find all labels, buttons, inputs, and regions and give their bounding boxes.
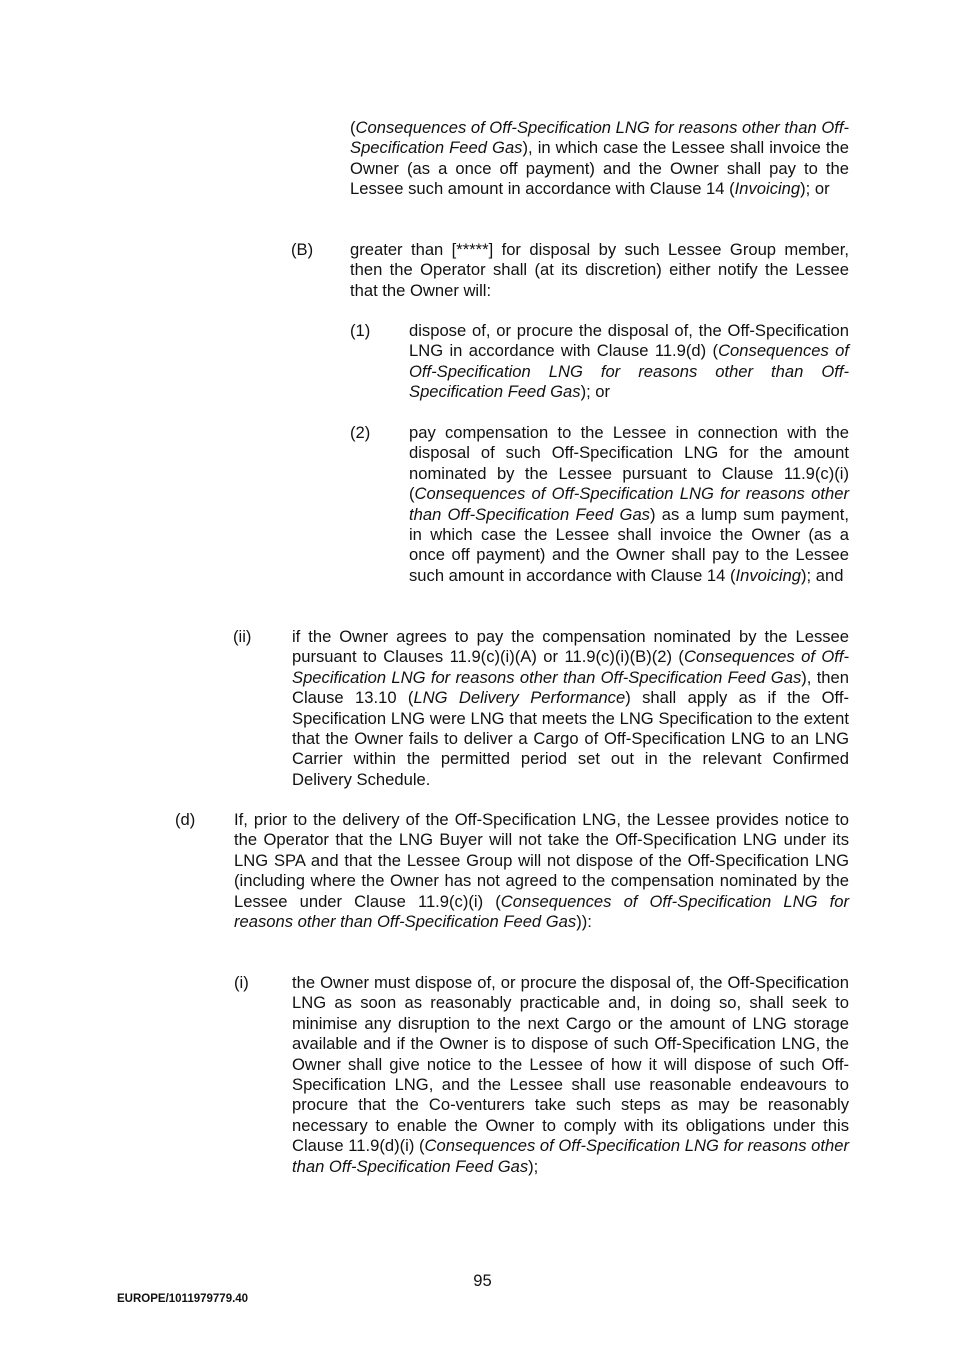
document-reference: EUROPE/1011979779.40 xyxy=(117,1293,249,1305)
text-run: ) as a lump sum payment, in which case the Lessee shall invoice the Owner (as a once off payment) and the Owner shall pay to the Lessee such amount in accordance with Clause 14 ( xyxy=(409,504,849,585)
italic-reference: LNG Delivery Performance xyxy=(413,688,626,708)
text-run: greater than [*****] for disposal by such Lessee Group member, then the Operator shall (at its discretion) either notify the Lessee that the Owner will: xyxy=(350,240,849,300)
italic-reference: Consequences of Off-Specification LNG for reasons other than Off-Specification Feed Gas xyxy=(292,647,849,687)
text-run: the Owner must dispose of, or procure the disposal of, the Off-Specification LNG as soon as reasonably practicable and, in doing so, shall seek to minimise any disruption to the next Cargo or the amount of LNG storage available and if the Owner is to dispose of such Off-Specification LNG, the Owner shall give notice to the Lessee of how it will dispose of such Off-Specification LNG, and the Lessee shall use reasonable endeavours to procure that the Co-venturers take such steps as may be reasonably necessary to enable the Owner to comply with its obligations under this Clause 11.9(d)(i) ( xyxy=(292,973,849,1156)
text-run: ); and xyxy=(801,565,844,585)
text-run: ), in which case the Lessee shall invoice the Owner (as a once off payment) and the Owner shall pay to the Lessee such amount in accordance with Clause 14 ( xyxy=(350,138,849,199)
clause-label-2: (2) xyxy=(350,423,371,442)
text-run: ); or xyxy=(580,382,611,402)
paragraph-continuation xyxy=(350,118,849,200)
italic-reference: Invoicing xyxy=(735,565,802,585)
text-run: ) shall apply as if the Off-Specification LNG were LNG that meets the LNG Specification to the extent that the Owner fails to deliver a Cargo of Off-Specification LNG to an LNG Carrier within the permitted period set out in the relevant Confirmed Delivery Schedule. xyxy=(292,688,849,789)
paragraph-2 xyxy=(409,423,849,586)
italic-reference: Consequences of Off-Specification LNG for reasons other than Off-Specification Feed Gas xyxy=(409,484,849,524)
paragraph-ii xyxy=(292,627,849,790)
clause-label-B: (B) xyxy=(291,240,314,259)
clause-label-d: (d) xyxy=(175,810,196,829)
paragraph-d xyxy=(234,810,849,932)
italic-reference: Consequences of Off-Specification LNG for reasons other than Off-Specification Feed Gas xyxy=(292,1136,849,1176)
paragraph-B xyxy=(350,240,849,301)
italic-reference: Consequences of Off-Specification LNG for reasons other than Off-Specification Feed Gas xyxy=(234,891,849,932)
text-run: ( xyxy=(350,118,356,137)
clause-label-1: (1) xyxy=(350,321,371,340)
text-run: ), then Clause 13.10 ( xyxy=(292,667,849,708)
paragraph-1 xyxy=(409,321,849,403)
text-run: ); xyxy=(528,1156,539,1176)
text-run: )): xyxy=(576,912,592,932)
clause-label-i: (i) xyxy=(234,973,249,992)
text-run: if the Owner agrees to pay the compensation nominated by the Lessee pursuant to Clauses 11.9(c)(i)(A) or 11.9(c)(i)(B)(2) ( xyxy=(292,627,849,667)
text-run: ); or xyxy=(800,179,830,199)
paragraph-i xyxy=(292,973,849,1177)
italic-reference: Consequences of Off-Specification LNG for reasons other than Off-Specification Feed Gas xyxy=(350,118,849,158)
text-run: pay compensation to the Lessee in connection with the disposal of such Off-Specification LNG for the amount nominated by the Lessee pursuant to Clause 11.9(c)(i) ( xyxy=(409,423,849,504)
italic-reference: Invoicing xyxy=(734,179,801,199)
text-run: If, prior to the delivery of the Off-Specification LNG, the Lessee provides notice to the Operator that the LNG Buyer will not take the Off-Specification LNG under its LNG SPA and that the Lessee Group will not dispose of the Off-Specification LNG (including where the Owner has not agreed to the compensation nominated by the Lessee under Clause 11.9(c)(i) ( xyxy=(234,810,849,911)
clause-label-ii: (ii) xyxy=(233,627,252,646)
italic-reference: Consequences of Off-Specification LNG for reasons other than Off-Specification Feed Gas xyxy=(409,341,849,402)
text-run: dispose of, or procure the disposal of, the Off-Specification LNG in accordance with Clause 11.9(d) ( xyxy=(409,321,849,361)
page-number: 95 xyxy=(473,1271,492,1290)
